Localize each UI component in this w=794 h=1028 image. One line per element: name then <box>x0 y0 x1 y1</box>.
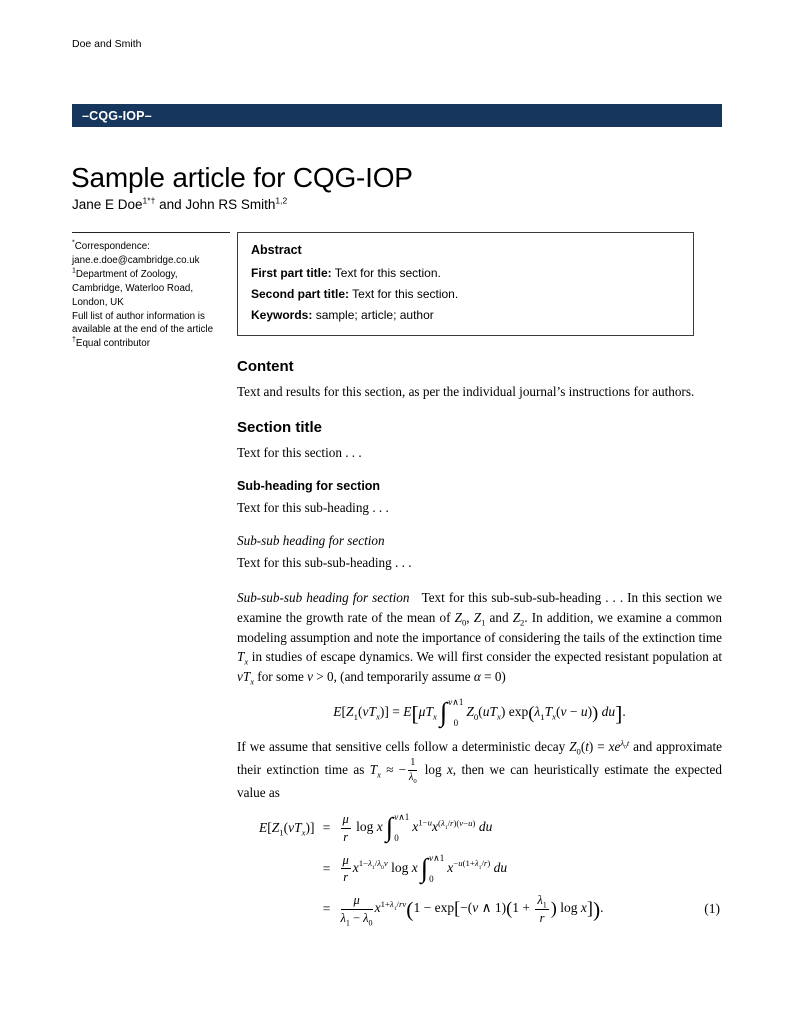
section-heading-title: Section title <box>237 418 323 436</box>
equation-2 <box>237 812 722 928</box>
equals-sign: = <box>322 901 331 917</box>
equals-sign: = <box>322 860 331 876</box>
sub-sub-heading-paragraph: Text for this sub-sub-heading . . . <box>237 555 412 571</box>
abstract-keywords <box>251 308 680 322</box>
author-info-sidebar <box>72 232 230 351</box>
sub-sub-heading: Sub-sub heading for section <box>237 533 385 549</box>
sub-heading: Sub-heading for section <box>237 478 381 493</box>
equation-1: $E[Z_1(vT_x)] = E[\mu T_x$ ∫ v∧1 0 $Z_0(uT_x) \exp(\lambda_1T_x(v - u))$ du]. <box>333 697 626 729</box>
sidebar-affiliation: $^1$Department of Zoology, Cambridge, Waterloo Road, London, UK <box>72 267 194 308</box>
author-info-row <box>72 232 722 351</box>
sidebar-equal-contributor: †Equal contributor <box>72 337 150 350</box>
abstract-first-part <box>251 266 680 280</box>
equation-2-row-3: $\frac{\mu}{\lambda_1 - \lambda_0}$ $x^{1+\lambda_1/rv}(1 - \exp[-(v$ ∧ 1)(1 + $\frac{\lambda_1}{r}$ ) log x]). <box>340 893 604 928</box>
abstract-first-part-text: Text for this section. <box>334 266 441 280</box>
estimate-paragraph: If we assume that sensitive cells follow a deterministic decay $Z_0(t) = xe^{\lambda_0t}$ and approximate their extinction time as $T_x$ ≈ − $\frac{1}{\lambda_0}$ log x, then we can heuristically estimate the expected value as <box>237 737 723 801</box>
abstract-first-part-label: First part title: <box>251 266 332 280</box>
abstract-keywords-text: sample; article; author <box>315 308 434 322</box>
abstract-keywords-label: Keywords: <box>251 308 313 322</box>
article-title: Sample article for CQG-IOP <box>71 161 413 193</box>
sub-heading-paragraph: Text for this sub-heading . . . <box>237 499 389 515</box>
abstract-box <box>237 232 694 336</box>
abstract-second-part <box>251 287 680 301</box>
equals-sign: = <box>322 820 331 836</box>
equation-2-row-1: $\frac{\mu}{r}$ log x ∫ v∧1 0 $x^{1-u}x^{(\lambda_1/r)(v-u)}$ du <box>342 812 493 844</box>
sub-sub-sub-paragraph: Sub-sub-sub heading for section Text for this sub-sub-sub-heading . . . In this section we examine the growth rate of the mean of $Z_0$, $Z_1$ and $Z_2$. In addition, we examine a common modeling assumption and note the importance of considering the tails of the extinction time $T_x$ in studies of escape dynamics. We will first consider the expected resistant population at $vT_x$ for some v > 0, (and temporarily assume α = 0) <box>237 590 722 687</box>
equation-number: (1) <box>704 901 720 917</box>
authors-line: Jane E Doe$^{1*\dagger}$ and John RS Smith$^{1,2}$ <box>72 195 288 212</box>
sidebar-correspondence: *Correspondence: jane.e.doe@cambridge.co.uk <box>72 239 200 266</box>
equation-2-lhs: $E[Z_1(vT_x)]$ <box>259 820 315 838</box>
equation-2-row-2: $\frac{\mu}{r}$ $x^{1-\lambda_1/\lambda_0v}$ log x ∫ v∧1 0 $x^{-u(1+\lambda_1/r)}$ du <box>342 852 508 885</box>
main-column <box>237 358 723 928</box>
journal-banner <box>72 104 722 127</box>
journal-banner-label: –CQG-IOP– <box>82 108 152 123</box>
running-head: Doe and Smith <box>72 38 142 50</box>
sidebar-author-note: Full list of author information is available at the end of the article <box>72 310 214 336</box>
abstract-second-part-text: Text for this section. <box>352 287 459 301</box>
section-paragraph: Text for this section . . . <box>237 444 362 460</box>
abstract-second-part-label: Second part title: <box>251 287 350 301</box>
section-heading-content: Content <box>237 358 294 375</box>
abstract-title: Abstract <box>251 243 302 257</box>
content-paragraph: Text and results for this section, as per the individual journal’s instructions for authors. <box>237 384 695 399</box>
